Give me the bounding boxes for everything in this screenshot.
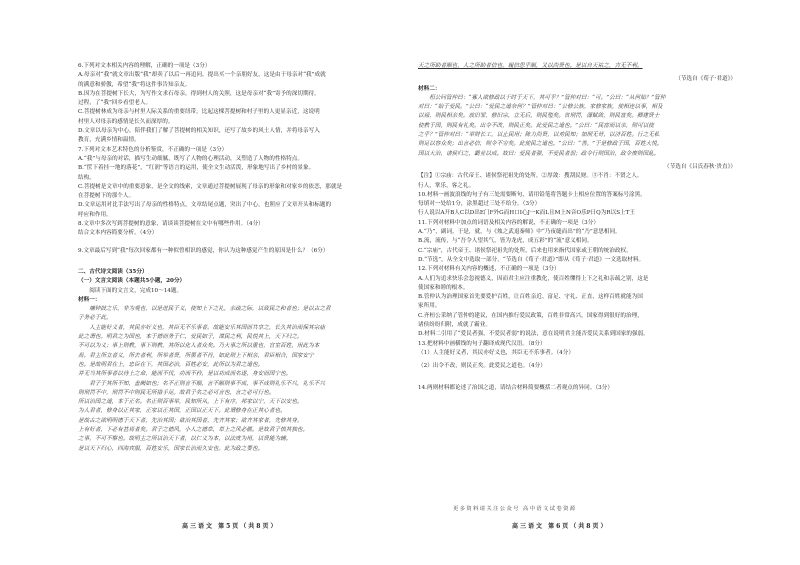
text-line: 行人说以A开B人C以D出E门F外G而H口I心J一K而L且M上N音O乐P日Q为R以S上T王	[418, 210, 636, 217]
text-line: 焉。君主所立者义，所去者利，所举者贤，所罢者不肖，如此则上下相亲，君臣相合，国家安宁	[78, 352, 314, 359]
text-line: （一）文言文阅读（本题共5小题，20分）	[78, 278, 186, 285]
text-line: 也。是故明君在上，忠臣在下，其国必治，百姓必安，此所以为君之道也。	[78, 361, 264, 368]
text-line: D.“节选”，从全文中选取一部分，“节选自《荀子·君道》”即从《荀子·君道》一文选取材料。	[418, 256, 645, 263]
spacer	[78, 256, 393, 268]
text-line: 13.把材料中画横线的句子翻译成现代汉语。（8分）	[418, 340, 546, 347]
text-line: 使教于国，则民有礼矣。出令不改，则民正矣。此爱民之道也。”公曰：“民富而以亲，则可以使	[418, 122, 654, 129]
spacer	[78, 239, 393, 247]
page-5-footer: 高三语文 第5页（共8页）	[182, 523, 279, 530]
text-line: 在菩提树下的那个人。	[78, 193, 135, 200]
text-line: A.“乃”，副词，于是，就，与《烛之武退秦师》中“乃夜缒而出”的“乃”意思相同。	[418, 229, 621, 236]
text-line: 墉钟鼓之乐，非为观也，以是进民于义，使知上下之礼，亲疏之际，以致民之和者也；是以古之君	[89, 306, 331, 313]
text-line: （节选自《荀子·君道》）	[675, 76, 736, 83]
text-line: 二、古代诗文阅读（35分）	[78, 268, 148, 275]
text-line: 使国家和睦的根本。	[418, 284, 469, 291]
text-line: A.人们为追求快乐会忽视德义，因而君主应注重教化，使百姓懂得上下之礼和亲疏之别，这是	[418, 275, 649, 282]
text-line: D.文章以母亲为中心，陪伴我们了解了菩提树的相关知识，还写了故乡的风土人情，并将母亲写入	[78, 128, 320, 135]
text-line: （1）人主能好义者，其民亦好义也，其臣无不乐事者。（4分）	[418, 349, 574, 356]
text-line: B.流，流传，与“吾令人望其气，皆为龙虎，成五彩”的“流”意义相同。	[418, 238, 593, 245]
text-line: （节选自《吕氏春秋·贵直》）	[664, 163, 736, 170]
text-line: 【注】①宗庙：古代帝王、诸侯祭祀祖先的处所。②厚敛：搜刮民财。③不肖：不贤之人。	[418, 173, 643, 180]
text-line: 7.下列对文本艺术特色的分析鉴赏，不正确的一项是（3分）	[78, 146, 228, 153]
text-line: 14.两则材料都论述了治国之道，请结合材料简要概括二者观点的异同。（3分）	[418, 384, 613, 391]
text-line: 6.下列对文本相关内容的理解，正确的一项是（3分）	[78, 63, 211, 69]
text-line: D.文章运用对比手法写出了母亲的性格特点，文章结尾点题，突出了中心，也照应了文章开头和标题的	[78, 202, 332, 209]
text-line: 材料二：	[418, 85, 441, 92]
text-line: 诸侯纷纷归附，成就了霸业。	[418, 322, 491, 329]
text-line: 此之谓也。明君之为国也，本于德而务于仁，爱民如子，谋民之利，民悦其上，天下归之。	[78, 334, 303, 341]
text-line: 桓公问管仲曰：“寡人欲修政以干时于天下，其可乎？”管仲对曰：“可。”公曰：“从何始？”管仲	[429, 94, 666, 101]
text-line: 天之所助者顺也，人之所助者信也。履信思乎顺，又以尚贤也。是以自天祐之，吉无不利。	[418, 63, 643, 69]
text-line: 结合文本内容简要分析。（4分）	[78, 230, 158, 237]
text-line: 以禄，则民相亲矣。放旧罪，修旧宗，立无后，则民殖矣。省刑罚，薄赋敛，则民富矣。卿建贤士	[418, 113, 660, 120]
text-line: B.因为在菩提树下长大，为写作文求石母亲，得到村人的关照，这是母亲对“我”寄予的深切期待。	[78, 90, 320, 97]
text-line: 结构。	[78, 174, 95, 181]
text-line: 国以大治，诸侯归之，霸业以成。故曰：爱民者强，不爱民者弱；政令行则国治，政令废则国乱。	[418, 150, 660, 157]
text-line: B.管仲认为治理国家首先要爱护百姓，让百姓亲近、富足、守礼、正直，这样百姓就能为国	[418, 294, 643, 301]
text-line: D.材料二引用了“爱民者强，不爱民者弱”的说法，意在说明君主能否爱民关系到国家的强弱。	[418, 331, 649, 338]
page-5-column	[78, 62, 393, 454]
text-line: 12.下列对材料有关内容的概述，不正确的一项是（3分）	[418, 266, 560, 273]
text-line: 的满意和骄傲，希望“我”将这件事告知亲友。	[78, 81, 191, 88]
text-line: 材料一：	[78, 296, 101, 303]
text-line: 不可以为义；事上则教，事下则教，其所以化人者众矣。乃大事之所以重也，宫室百姓，用此为本	[78, 343, 320, 350]
text-line: 子务必于此。	[78, 315, 112, 322]
text-line: 则刑罚不中，刑罚不中则民无所措手足。故君子名之必可言也，言之必可行也。	[78, 389, 275, 396]
text-line: 村里人对母亲的感情是长久而深厚的。	[78, 118, 174, 125]
watermark-text: 更多资料请关注公众号 高中语文试卷资源	[453, 506, 577, 512]
page-6-footer: 高三语文 第6页（共8页）	[512, 523, 609, 530]
text-line: 之乎？”管仲对曰：“举财长工，以止民用；陈力尚贤，以劝民知；加刑无苛，以济百姓。行之无私	[418, 132, 660, 139]
text-line: 9.文章最后写到“我”每次回家都有一种似曾相识的感觉，你认为这种感觉产生的原因是什么？（6分）	[78, 247, 329, 254]
text-line: 是故古之欲明明德于天下者，先治其国；欲治其国者，先齐其家；欲齐其家者，先修其身。	[78, 417, 303, 424]
text-line: 对曰：“始于爱民。”公曰：“爱民之道奈何？”管仲对曰：“公修公族，家修家族，使相连以事，相及	[418, 104, 663, 111]
spacer	[418, 372, 736, 384]
text-line: C.菩提树是文章中的重要意象，是全文的线索，文章通过菩提树展现了母亲的形象和对家乡的依恋，那就是	[78, 183, 343, 190]
text-line: A.母亲对“我”就文章出版“我”却卖了以后一再追问，提出买一个亲朋好友，这是由于母亲对“我”成就	[78, 72, 326, 79]
text-line: 家所用。	[418, 303, 441, 310]
text-line: 上有好者，下必有甚焉者矣。君子之德风，小人之德草，草上之风必偃。是故君子慎其独也。	[78, 426, 309, 433]
text-line: C.“宗庙”，古代帝王、诸侯祭祀祖先的处所，后来也用来指代国家或王朝的统治政权。	[418, 247, 632, 254]
text-line: 人主能好义者，其民亦好义也，其臣无不乐事者。故能安乐其国而共享之，长久其治而保其宗庙	[89, 324, 325, 331]
text-line: 呼应和作用。	[78, 211, 112, 218]
text-line: 则足以容众矣；出言必信，则令不穷矣。此使民之道也。”公曰：“善。”于是修政于国，百姓大悦。	[418, 141, 663, 148]
text-line: 所以治国之道，本于正名。名正则百事举，民知所从，上下有序，邦家以宁，天下以安也。	[78, 399, 303, 406]
text-line: 君子于其所不知，盖阙如也；名不正则言不顺，言不顺则事不成，事不成则礼乐不兴，礼乐不兴	[89, 380, 325, 387]
text-line: 8.文章中多次写到菩提树的意象，请谈谈菩提树在文中有哪些作用。（4分）	[78, 221, 264, 228]
text-line: 为人君者，修身以正其家，正家以正其国，正国以正天下。此谓修身在正其心者也。	[78, 408, 286, 415]
text-line: 是以天下归心，四海宾服，百姓安乐，国家长治而久安也。此为政之要也。	[78, 445, 264, 452]
text-line: 每填对一处给1分，涂黑超过三处不给分。（3分）	[418, 201, 541, 208]
text-line: 并无当其所事者以待上之命，能而不伐，功而不矜，是以功成而名遂，身安而国宁也。	[78, 371, 292, 378]
text-line: 教育，充满乡情和温情。	[78, 137, 140, 144]
text-line: A.“我”与母亲的对话，描写生动细腻，既写了人物的心理活动，又塑造了人物的性格特点。	[78, 155, 303, 162]
text-line: （2）出令不改，则民正矣。此爱民之道也。（4分）	[418, 363, 546, 370]
text-line: C.齐桓公采纳了管仲的建议，在国内推行爱民政策，百姓非常高兴，国家得到很好的治理，	[418, 312, 643, 319]
text-line: 过程，了“我”回乡看望老人。	[78, 100, 152, 107]
text-line: 10.材料一画波浪线的句子有三处需要断句，请用铅笔将答题卡上相应位置的答案标号涂黑。	[418, 191, 646, 198]
text-line: 之事，不可不察也。故明主之所以治天下者，以仁义为本，以法度为用，以贤能为辅。	[78, 436, 292, 443]
text-line: B.“筐下着挂一地的落花”，“红润”等语言的运用，使全文生动活泼，形象地写出了乡村的景象。	[78, 165, 315, 172]
text-line: 11.下列对材料中加点的词语及相关内容的解说，不正确的一项是（3分）	[418, 219, 599, 226]
text-line: 阅读下面的文言文，完成10～14题。	[89, 287, 183, 294]
text-line: C.菩提树林成为母亲与村里人际关系的重要纽带，比起这棵菩提树和村子里的人更显亲近，这说明	[78, 109, 320, 116]
page-6-column	[418, 62, 736, 393]
text-line: 行人，掌乐，客之礼。	[418, 182, 475, 189]
